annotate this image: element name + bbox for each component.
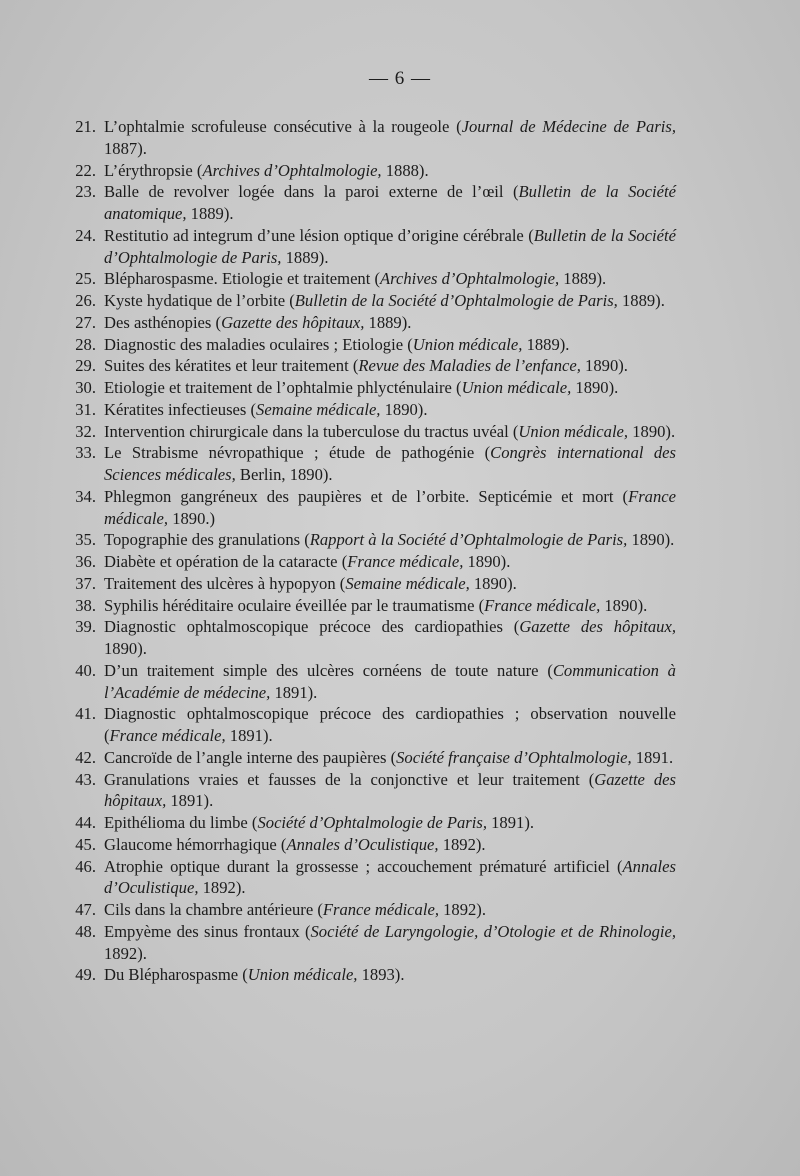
entry-text	[104, 921, 676, 965]
bibliography-list	[56, 116, 676, 986]
entry-source: Journal de Médecine de Paris,	[461, 117, 676, 136]
entry-source: Société d’Ophtalmologie de Paris,	[257, 813, 487, 832]
entry-number: 22.	[75, 160, 96, 180]
bibliography-entry	[56, 268, 676, 290]
entry-title: Le Strabisme névropathique ; étude de pathogénie (	[104, 443, 491, 463]
entry-number: 46.	[75, 856, 96, 876]
entry-source: Revue des Maladies de l’enfance,	[358, 356, 581, 376]
entry-date: 1890.)	[168, 508, 216, 528]
entry-date: 1890).	[463, 552, 511, 571]
entry-source: Bulletin de la Société d’Ophtalmologie de Paris,	[104, 225, 677, 267]
entry-number: 43.	[75, 769, 96, 789]
bibliography-entry	[56, 921, 676, 965]
entry-number: 45.	[75, 834, 96, 854]
bibliography-entry	[56, 551, 676, 573]
bibliography-entry	[56, 834, 676, 856]
entry-date: 1892).	[438, 900, 486, 919]
entry-number: 30.	[75, 378, 96, 397]
entry-text	[104, 486, 676, 530]
entry-date: 1890).	[571, 378, 619, 397]
entry-number: 41.	[75, 704, 96, 724]
entry-date: 1892).	[104, 943, 147, 963]
entry-number: 42.	[75, 747, 96, 767]
entry-date: 1890).	[104, 639, 147, 658]
entry-number: 24.	[75, 225, 96, 245]
entry-number: 34.	[75, 486, 96, 506]
entry-date: 1892).	[198, 878, 246, 898]
bibliography-entry	[56, 181, 676, 225]
entry-source: Bulletin de la Société d’Ophtalmologie de Paris,	[294, 291, 618, 310]
bibliography-entry	[56, 856, 676, 900]
entry-date: 1889).	[281, 247, 329, 267]
entry-title: Etiologie et traitement de l’ophtalmie phlycténulaire (	[104, 378, 462, 397]
entry-number: 31.	[75, 399, 96, 419]
entry-title: Blépharospasme. Etiologie et traitement (	[104, 269, 381, 289]
entry-title: L’ophtalmie scrofuleuse consécutive à la rougeole (	[104, 117, 462, 136]
entry-number: 21.	[75, 117, 96, 136]
bibliography-entry	[56, 812, 676, 834]
bibliography-entry	[56, 595, 676, 617]
entry-date: 1890).	[627, 530, 675, 550]
entry-title: Des asthénopies (	[104, 312, 222, 332]
entry-source: Semaine médicale,	[345, 573, 470, 593]
bibliography-entry	[56, 703, 676, 747]
entry-number: 49.	[75, 965, 96, 985]
entry-source: Union médicale,	[247, 965, 358, 985]
entry-number: 36.	[75, 552, 96, 571]
entry-title: Traitement des ulcères à hypopyon (	[104, 573, 346, 593]
bibliography-entry	[56, 573, 676, 595]
entry-source: France médicale,	[484, 595, 601, 615]
entry-date: Berlin, 1890).	[235, 465, 333, 484]
bibliography-entry	[56, 225, 676, 269]
bibliography-entry	[56, 116, 676, 160]
entry-source: Rapport à la Société d’Ophtalmologie de Paris,	[309, 530, 628, 550]
entry-date: 1890).	[628, 421, 676, 441]
bibliography-entry	[56, 442, 676, 486]
entry-text	[104, 964, 676, 986]
entry-text	[104, 769, 676, 813]
entry-date: 1889).	[617, 291, 665, 310]
entry-text	[104, 355, 676, 377]
entry-title: Intervention chirurgicale dans la tuberculose du tractus uvéal (	[104, 421, 519, 441]
entry-number: 23.	[75, 182, 96, 202]
entry-text	[104, 812, 676, 834]
entry-source: France médicale,	[347, 552, 464, 571]
entry-date: 1889).	[559, 269, 607, 289]
bibliography-entry	[56, 377, 676, 399]
bibliography-entry	[56, 899, 676, 921]
entry-source: Annales d’Oculistique,	[286, 834, 439, 854]
entry-date: 1887).	[104, 138, 147, 158]
entry-source: Gazette des hôpitaux,	[104, 769, 676, 811]
bibliography-entry	[56, 529, 676, 551]
entry-text	[104, 660, 676, 704]
entry-text	[104, 312, 676, 334]
entry-text	[104, 595, 676, 617]
entry-text	[104, 181, 676, 225]
entry-date: 1891.	[631, 747, 674, 767]
entry-source: Gazette des hôpitaux,	[221, 312, 365, 332]
entry-number: 47.	[75, 900, 96, 919]
entry-date: 1891).	[270, 682, 318, 702]
entry-source: Société de Laryngologie, d’Otologie et de Rhinologie,	[310, 921, 676, 941]
entry-number: 38.	[75, 595, 96, 615]
entry-text	[104, 225, 676, 269]
entry-title: Kératites infectieuses (	[104, 399, 257, 419]
entry-date: 1891).	[225, 726, 273, 745]
bibliography-entry	[56, 399, 676, 421]
entry-title: Phlegmon gangréneux des paupières et de l’orbite. Septicémie et mort (	[104, 486, 629, 506]
entry-source: France médicale,	[104, 486, 676, 528]
entry-text	[104, 268, 676, 290]
entry-number: 28.	[75, 334, 96, 354]
entry-title: Diabète et opération de la cataracte (	[104, 552, 348, 571]
entry-title: Diagnostic des maladies oculaires ; Etiologie (	[104, 334, 413, 354]
bibliography-entry	[56, 486, 676, 530]
entry-text	[104, 573, 676, 595]
entry-text	[104, 529, 676, 551]
entry-source: Communication à l’Académie de médecine,	[104, 660, 676, 702]
entry-text	[104, 703, 676, 747]
entry-source: Gazette des hôpitaux,	[519, 617, 676, 637]
entry-title: Kyste hydatique de l’orbite (	[104, 291, 295, 310]
bibliography-entry	[56, 616, 676, 660]
entry-number: 48.	[75, 921, 96, 941]
entry-title: Diagnostic ophtalmoscopique précoce des cardiopathies (	[104, 617, 520, 637]
entry-date: 1889).	[364, 312, 412, 332]
entry-number: 29.	[75, 356, 96, 376]
entry-text	[104, 160, 676, 182]
entry-date: 1892).	[438, 834, 486, 854]
entry-source: Congrès international des Sciences médicales,	[104, 443, 676, 484]
entry-source: Union médicale,	[461, 378, 572, 397]
bibliography-entry	[56, 660, 676, 704]
entry-title: L’érythropsie (	[104, 160, 203, 180]
bibliography-entry	[56, 747, 676, 769]
entry-number: 27.	[75, 312, 96, 332]
entry-date: 1890).	[580, 356, 628, 376]
entry-text	[104, 899, 676, 921]
entry-date: 1890).	[469, 573, 517, 593]
entry-title: Granulations vraies et fausses de la conjonctive et leur traitement (	[104, 769, 595, 789]
page-number: — 6 —	[369, 68, 431, 89]
entry-source: Archives d’Ophtalmologie,	[380, 269, 560, 289]
entry-date: 1890).	[600, 595, 648, 615]
entry-source: Union médicale,	[412, 334, 523, 354]
entry-title: Epithélioma du limbe (	[104, 813, 258, 832]
entry-title: Atrophie optique durant la grossesse ; accouchement prématuré artificiel (	[104, 856, 623, 876]
bibliography-entry	[56, 160, 676, 182]
entry-title: Glaucome hémorrhagique (	[104, 834, 287, 854]
entry-title: Cancroïde de l’angle interne des paupières (	[104, 747, 397, 767]
entry-date: 1889).	[186, 204, 234, 223]
entry-number: 32.	[75, 421, 96, 441]
entry-number: 44.	[75, 813, 96, 832]
entry-source: Société française d’Ophtalmologie,	[396, 747, 632, 767]
entry-title: D’un traitement simple des ulcères cornéens de toute nature (	[104, 660, 553, 680]
entry-number: 37.	[75, 573, 96, 593]
entry-text	[104, 290, 676, 312]
bibliography-entry	[56, 312, 676, 334]
entry-date: 1890).	[380, 399, 428, 419]
entry-text	[104, 399, 676, 421]
entry-text	[104, 442, 676, 486]
entry-text	[104, 747, 676, 769]
bibliography-entry	[56, 290, 676, 312]
entry-title: Topographie des granulations (	[104, 530, 310, 550]
entry-number: 26.	[75, 291, 96, 310]
entry-text	[104, 421, 676, 443]
entry-number: 25.	[75, 269, 96, 289]
bibliography-entry	[56, 421, 676, 443]
entry-text	[104, 377, 676, 399]
entry-text	[104, 616, 676, 660]
entry-title: Du Blépharospasme (	[104, 965, 248, 985]
entry-date: 1891).	[166, 791, 214, 811]
entry-source: Union médicale,	[518, 421, 629, 441]
entry-text	[104, 116, 676, 160]
entry-number: 40.	[75, 660, 96, 680]
entry-text	[104, 551, 676, 573]
entry-date: 1888).	[381, 160, 429, 180]
entry-date: 1889).	[522, 334, 570, 354]
bibliography-entry	[56, 355, 676, 377]
entry-title: Restitutio ad integrum d’une lésion optique d’origine cérébrale (	[104, 225, 534, 245]
bibliography-entry	[56, 769, 676, 813]
entry-title: Diagnostic ophtalmoscopique précoce des cardiopathies ; observation nouvelle (	[104, 704, 676, 745]
entry-title: Syphilis héréditaire oculaire éveillée par le traumatisme (	[104, 595, 485, 615]
entry-number: 33.	[75, 443, 96, 463]
entry-text	[104, 834, 676, 856]
entry-date: 1891).	[486, 813, 534, 832]
entry-source: France médicale,	[109, 726, 226, 745]
entry-number: 35.	[75, 530, 96, 550]
entry-source: Annales d’Oculistique,	[104, 856, 676, 898]
bibliography-entry	[56, 334, 676, 356]
entry-number: 39.	[75, 617, 96, 637]
entry-source: Semaine médicale,	[256, 399, 381, 419]
entry-text	[104, 856, 676, 900]
entry-text	[104, 334, 676, 356]
entry-date: 1893).	[357, 965, 405, 985]
entry-source: France médicale,	[322, 900, 439, 919]
entry-title: Empyème des sinus frontaux (	[104, 921, 311, 941]
entry-title: Balle de revolver logée dans la paroi externe de l’œil (	[104, 182, 519, 202]
bibliography-entry	[56, 964, 676, 986]
entry-source: Bulletin de la Société anatomique,	[104, 182, 676, 223]
entry-title: Suites des kératites et leur traitement (	[104, 356, 359, 376]
entry-source: Archives d’Ophtalmologie,	[202, 160, 382, 180]
entry-title: Cils dans la chambre antérieure (	[104, 900, 323, 919]
